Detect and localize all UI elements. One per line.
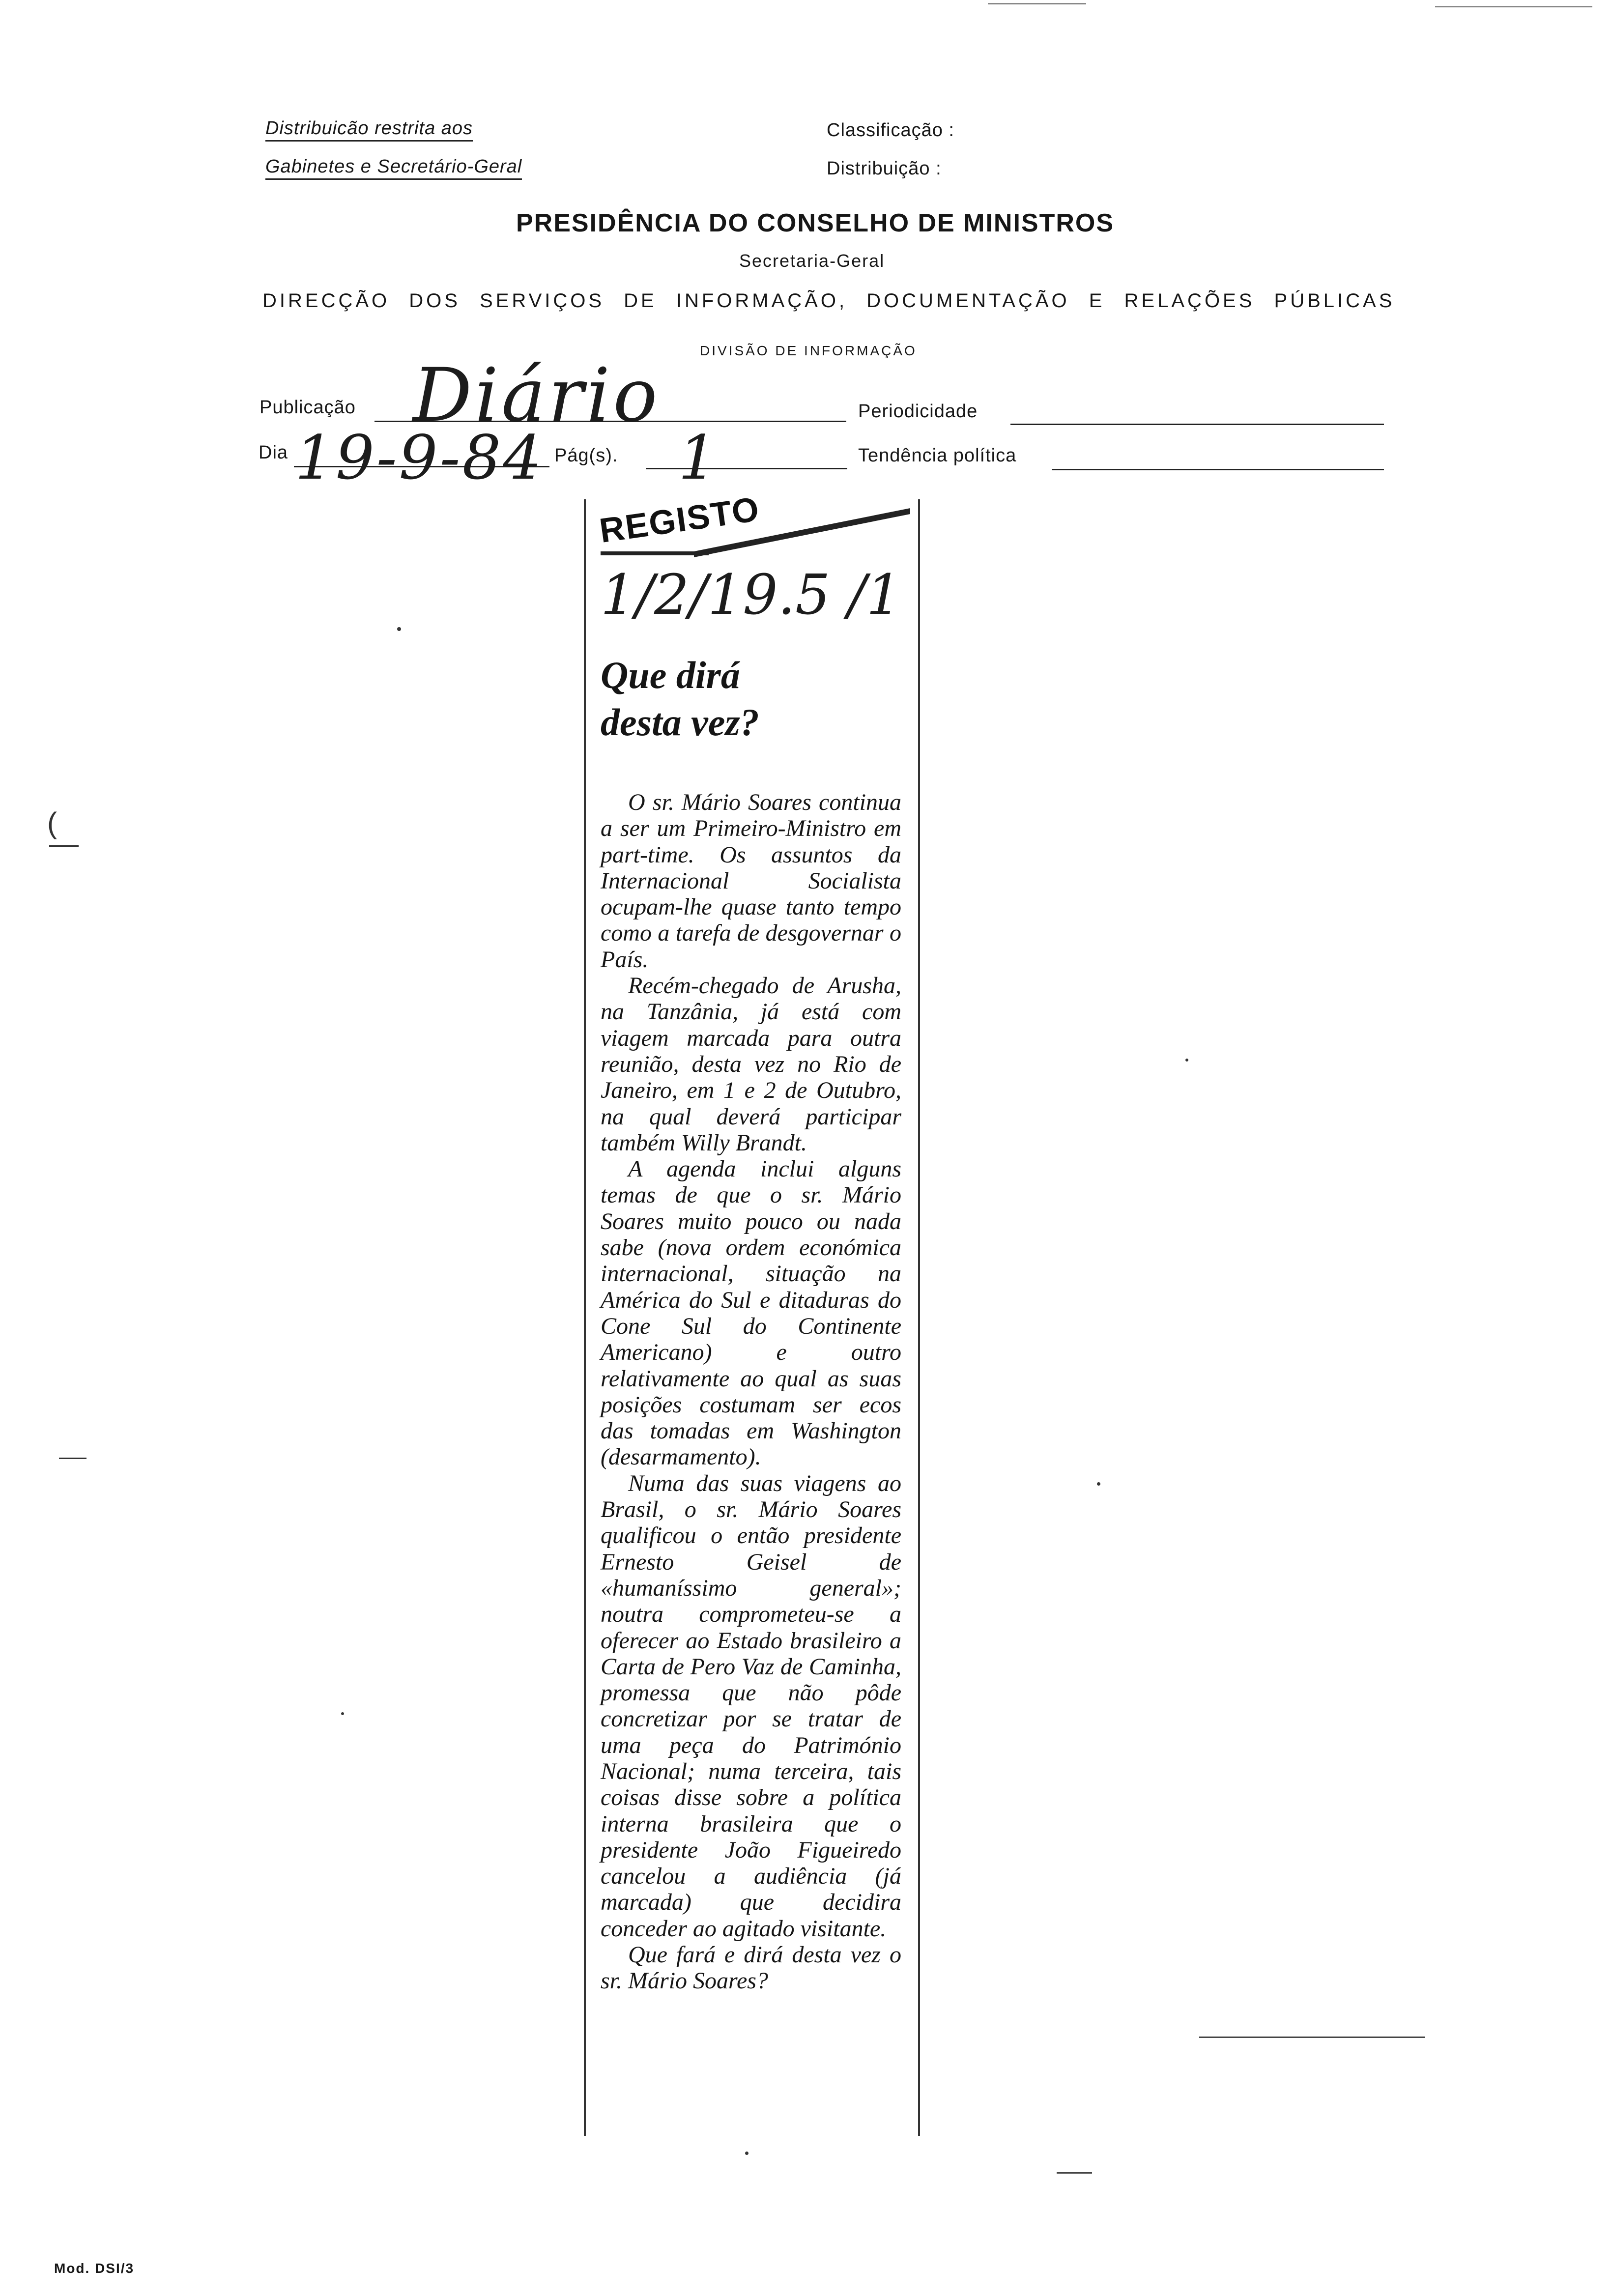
form-code: Mod. DSI/3 bbox=[54, 2261, 135, 2276]
scan-speck bbox=[1097, 1482, 1100, 1486]
distribution-note-line2: Gabinetes e Secretário-Geral bbox=[265, 156, 522, 180]
article-paragraph-5: Que fará e dirá desta vez o sr. Mário Soares? bbox=[601, 1942, 901, 1994]
page-title: PRESIDÊNCIA DO CONSELHO DE MINISTROS bbox=[516, 209, 1115, 237]
pags-label: Pág(s). bbox=[554, 445, 618, 466]
pags-line bbox=[646, 468, 847, 469]
scan-speck bbox=[745, 2152, 748, 2155]
headline-line-1: Que dirá bbox=[601, 654, 740, 696]
registo-stamp bbox=[597, 489, 910, 565]
periodicidade-label: Periodicidade bbox=[858, 401, 978, 422]
scan-speck bbox=[341, 1712, 344, 1715]
tendencia-line bbox=[1052, 469, 1384, 470]
tendencia-label: Tendência política bbox=[858, 445, 1017, 466]
scan-artifact-mark bbox=[49, 845, 79, 847]
publicacao-handwritten-value: Diário bbox=[413, 353, 661, 438]
registo-stamp-label: REGISTO bbox=[597, 489, 762, 550]
periodicidade-line bbox=[1010, 424, 1384, 425]
scan-artifact-dash bbox=[1057, 2172, 1092, 2174]
pags-handwritten-value: 1 bbox=[678, 423, 717, 493]
registo-handwritten-number: 1/2/19.5 /1 bbox=[601, 563, 901, 627]
publicacao-label: Publicação bbox=[259, 397, 356, 418]
article-paragraph-4: Numa das suas viagens ao Brasil, o sr. Mário Soares qualificou o então presidente Ernesto Geisel de «humaníssimo general»; noutra comprometeu-se a oferecer ao Estado brasileiro a Carta de Pero Vaz de Caminha, promessa que não pôde concretizar por se tratar de uma peça do Património Nacional; numa terceira, tais coisas disse sobre a política interna brasileira que o presidente João Figueiredo cancelou a audiência (já marcada) que decidira conceder ao agitado visitante. bbox=[601, 1470, 901, 1942]
headline-line-2: desta vez? bbox=[601, 701, 759, 744]
scan-artifact-top-line-right bbox=[1435, 6, 1592, 7]
scan-speck bbox=[1185, 1059, 1188, 1062]
article-body bbox=[601, 789, 901, 1994]
classification-label: Classificação : bbox=[827, 120, 954, 141]
dia-handwritten-value: 19-9-84 bbox=[295, 423, 544, 493]
distribution-note-line1: Distribuicão restrita aos bbox=[265, 118, 473, 142]
distribution-label: Distribuição : bbox=[827, 158, 942, 179]
scan-artifact-mark: ( bbox=[47, 806, 57, 839]
scan-artifact-top-line bbox=[988, 3, 1086, 4]
scan-speck bbox=[397, 627, 401, 631]
scan-artifact-line bbox=[1199, 2037, 1425, 2038]
department-name: DIRECÇÃO DOS SERVIÇOS DE INFORMAÇÃO, DOCUMENTAÇÃO E RELAÇÕES PÚBLICAS bbox=[262, 290, 1395, 312]
article-paragraph-2: Recém-chegado de Arusha, na Tanzânia, já está com viagem marcada para outra reunião, desta vez no Rio de Janeiro, em 1 e 2 de Outubro, na qual deverá participar também Willy Brandt. bbox=[601, 973, 901, 1156]
division-name: DIVISÃO DE INFORMAÇÃO bbox=[700, 343, 917, 358]
newspaper-clipping bbox=[584, 489, 920, 2136]
article-paragraph-3: A agenda inclui alguns temas de que o sr. Mário Soares muito pouco ou nada sabe (nova ordem económica internacional, situação na América do Sul e ditaduras do Cone Sul do Continente Americano) e outro relativamente ao qual as suas posições costumam ser ecos das tomadas em Washington (desarmamento). bbox=[601, 1156, 901, 1470]
article-paragraph-1: O sr. Mário Soares continua a ser um Primeiro-Ministro em part-time. Os assuntos da Internacional Socialista ocupam-lhe quase tanto tempo como a tarefa de desgovernar o País. bbox=[601, 789, 901, 973]
article-headline bbox=[601, 652, 759, 746]
scan-artifact-mark bbox=[59, 1458, 86, 1459]
page-subtitle: Secretaria-Geral bbox=[739, 251, 885, 271]
dia-label: Dia bbox=[259, 442, 288, 463]
